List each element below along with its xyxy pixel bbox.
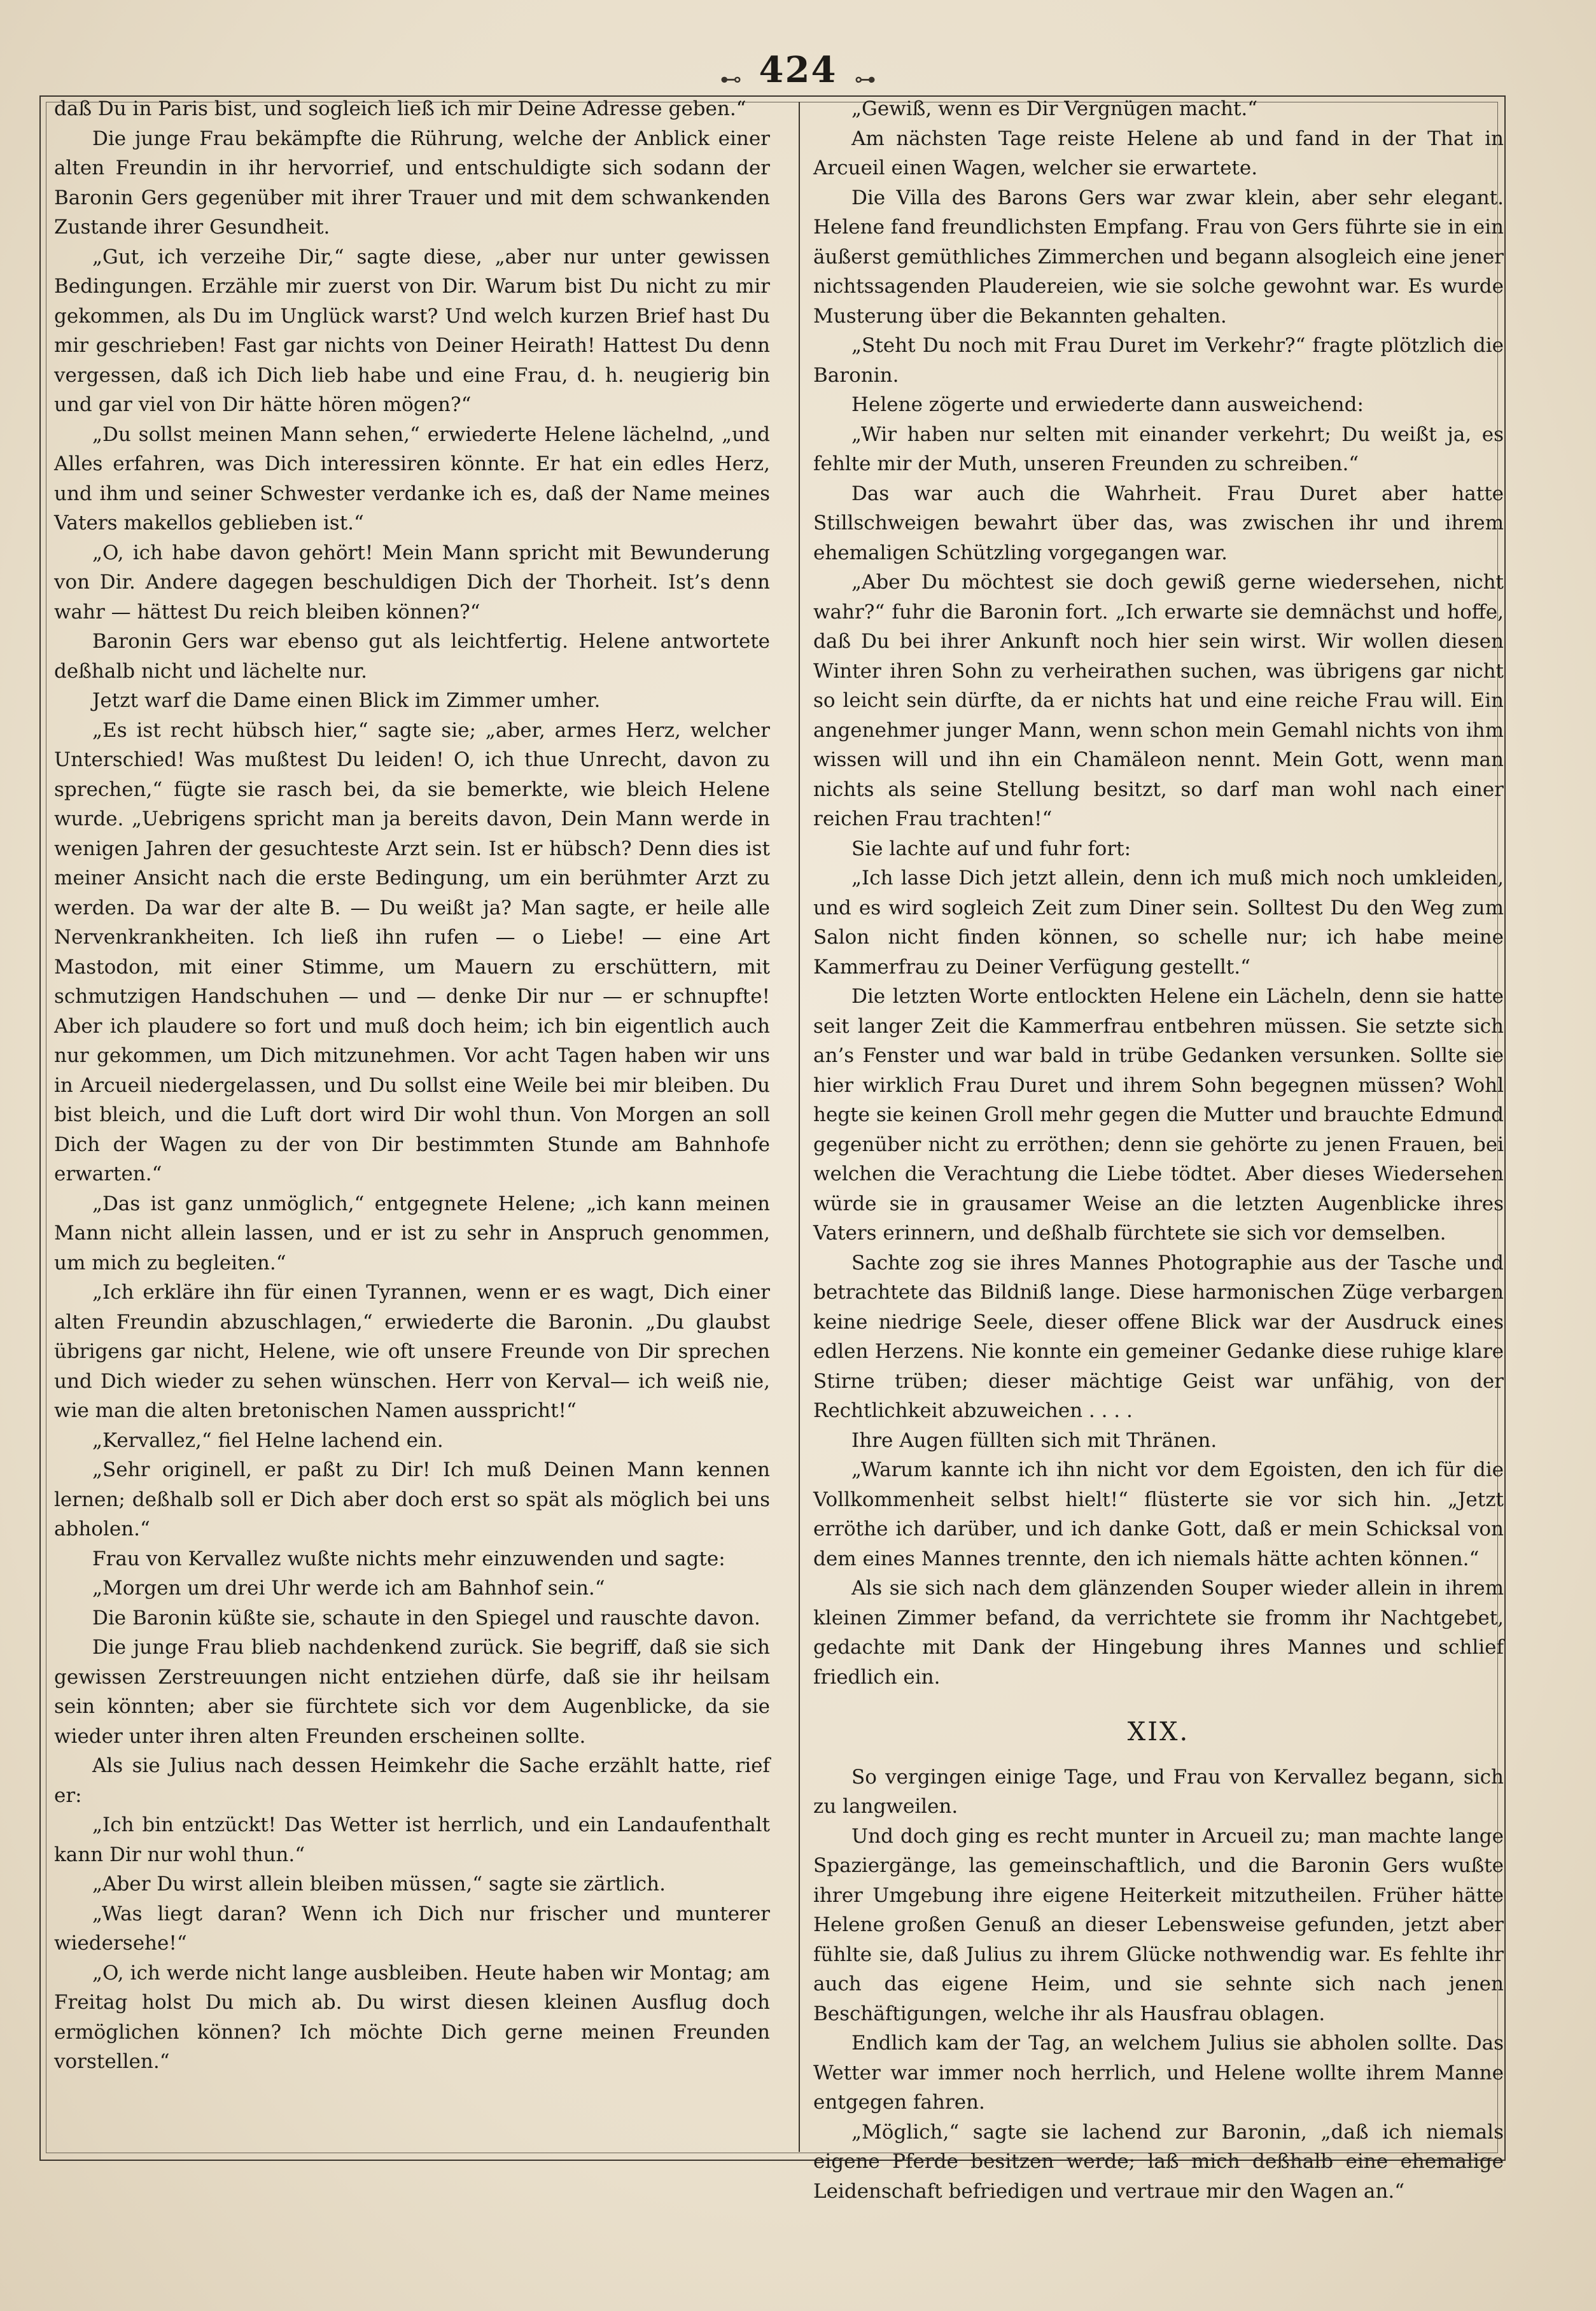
- paragraph: „O, ich habe davon gehört! Mein Mann spricht mit Bewunderung von Dir. Andere dagegen beschuldigen Dich der Thorheit. Ist’s denn wahr — hättest Du reich bleiben können?“: [54, 541, 770, 624]
- paragraph: „Ich erkläre ihn für einen Tyrannen, wenn er es wagt, Dich einer alten Freundin abzuschlagen,“ erwiederte die Baronin. „Du glaubst übrigens gar nicht, Helene, wie oft unsere Freunde von Dir sprechen und Dich wieder zu sehen wünschen. Herr von Kerval— ich weiß nie, wie man die alten bretonischen Namen ausspricht!“: [54, 1281, 770, 1422]
- paragraph: „Möglich,“ sagte sie lachend zur Baronin, „daß ich niemals eigene Pferde besitzen werde; laß mich deßhalb eine ehemalige Leidenschaft befriedigen und vertraue mir den Wagen an.“: [813, 2120, 1504, 2203]
- paragraph: „O, ich werde nicht lange ausbleiben. Heute haben wir Montag; am Freitag holst Du mich ab. Du wirst diesen kleinen Ausflug doch ermöglichen können? Ich möchte Dich gerne meinen Freunden vorstellen.“: [54, 1961, 770, 2073]
- paragraph: „Aber Du möchtest sie doch gewiß gerne wiedersehen, nicht wahr?“ fuhr die Baronin fort. „Ich erwarte sie demnächst und hoffe, daß Du bei ihrer Ankunft noch hier sein wirst. Wir wollen diesen Winter ihren Sohn zu verheirathen suchen, was übrigens gar nicht so leicht sein dürfte, da er nichts hat und eine reiche Frau will. Ein angenehmer junger Mann, wenn schon mein Gemahl nichts von ihm wissen will und ihn ein Chamäleon nennt. Mein Gott, wenn man nichts als seine Stellung besitzt, so darf man wohl nach einer reichen Frau trachten!“: [813, 571, 1504, 830]
- paragraph: Ihre Augen füllten sich mit Thränen.: [851, 1428, 1217, 1452]
- paragraph: Als sie Julius nach dessen Heimkehr die Sache erzählt hatte, rief er:: [54, 1754, 770, 1807]
- paragraph: Und doch ging es recht munter in Arcueil zu; man machte lange Spaziergänge, las gemeinschaftlich, und die Baronin Gers wußte ihrer Umgebung ihre eigene Heiterkeit mitzutheilen. Früher hätte Helene großen Genuß an dieser Lebensweise gefunden, jetzt aber fühlte sie, daß Julius zu ihrem Glücke nothwendig war. Es fehlte ihr auch das eigene Heim, und sie sehnte sich nach jenen Beschäftigungen, welche ihr als Hausfrau oblagen.: [813, 1824, 1504, 2025]
- paragraph: Das war auch die Wahrheit. Frau Duret aber hatte Stillschweigen bewahrt über das, was zwischen ihr und ihrem ehemaligen Schützling vorgegangen war.: [813, 482, 1504, 564]
- paragraph: Die Villa des Barons Gers war zwar klein, aber sehr elegant. Helene fand freundlichsten Empfang. Frau von Gers führte sie in ein äußerst gemüthliches Zimmerchen und begann alsogleich eine jener nichtssagenden Plaudereien, wie sie solche gewohnt war. Es wurde Musterung über die Bekannten gehalten.: [813, 186, 1504, 328]
- paragraph: „Was liegt daran? Wenn ich Dich nur frischer und munterer wiedersehe!“: [54, 1902, 770, 1955]
- left-column: [54, 94, 770, 2077]
- ornament-left-icon: ⊷: [720, 66, 742, 92]
- paragraph: „Kervallez,“ fiel Helne lachend ein.: [92, 1428, 444, 1452]
- paragraph: Als sie sich nach dem glänzenden Souper wieder allein in ihrem kleinen Zimmer befand, da verrichtete sie fromm ihr Nachtgebet, gedachte mit Dank der Hingebung ihres Mannes und schlief friedlich ein.: [813, 1577, 1504, 1689]
- paragraph: Am nächsten Tage reiste Helene ab und fand in der That in Arcueil einen Wagen, welcher sie erwartete.: [813, 127, 1504, 179]
- chapter-heading: XIX.: [1127, 1717, 1190, 1747]
- paragraph: daß Du in Paris bist, und sogleich ließ ich mir Deine Adresse geben.“: [54, 97, 746, 120]
- paragraph: So vergingen einige Tage, und Frau von Kervallez begann, sich zu langweilen.: [813, 1765, 1504, 1818]
- paragraph: „Sehr originell, er paßt zu Dir! Ich muß Deinen Mann kennen lernen; deßhalb soll er Dich aber doch erst so spät als möglich bei uns abholen.“: [54, 1458, 770, 1540]
- paragraph: Die letzten Worte entlockten Helene ein Lächeln, denn sie hatte seit langer Zeit die Kammerfrau entbehren müssen. Sie setzte sich an’s Fenster und war bald in trübe Gedanken versunken. Sollte sie hier wirklich Frau Duret und ihrem Sohn begegnen müssen? Wohl hegte sie keinen Groll mehr gegen die Mutter und brauchte Edmund gegenüber nicht zu erröthen; denn sie gehörte zu jenen Frauen, bei welchen die Verachtung die Liebe tödtet. Aber dieses Wiedersehen würde sie in grausamer Weise an die letzten Augenblicke ihres Vaters erinnern, und deßhalb fürchtete sie sich vor demselben.: [813, 985, 1504, 1245]
- page-number: 424: [759, 49, 837, 91]
- paragraph: „Warum kannte ich ihn nicht vor dem Egoisten, den ich für die Vollkommenheit selbst hielt!“ flüsterte sie vor sich hin. „Jetzt erröthe ich darüber, und ich danke Gott, daß er mein Schicksal von dem eines Mannes trennte, den ich niemals hätte achten können.“: [813, 1458, 1504, 1570]
- paragraph: Die Baronin küßte sie, schaute in den Spiegel und rauschte davon.: [92, 1606, 760, 1630]
- paragraph: „Wir haben nur selten mit einander verkehrt; Du weißt ja, es fehlte mir der Muth, unseren Freunden zu schreiben.“: [813, 422, 1504, 475]
- paragraph: Die junge Frau bekämpfte die Rührung, welche der Anblick einer alten Freundin in ihr hervorrief, und entschuldigte sich sodann der Baronin Gers gegenüber mit ihrer Trauer und mit dem schwankenden Zustande ihrer Gesundheit.: [54, 127, 770, 239]
- paragraph: Endlich kam der Tag, an welchem Julius sie abholen sollte. Das Wetter war immer noch herrlich, und Helene wollte ihrem Manne entgegen fahren.: [813, 2032, 1504, 2114]
- paragraph: „Gewiß, wenn es Dir Vergnügen macht.“: [851, 97, 1258, 120]
- paragraph: „Ich lasse Dich jetzt allein, denn ich muß mich noch umkleiden, und es wird sogleich Zeit zum Diner sein. Solltest Du den Weg zum Salon nicht finden können, so schelle nur; ich habe meine Kammerfrau zu Deiner Verfügung gestellt.“: [813, 867, 1504, 979]
- paragraph: „Das ist ganz unmöglich,“ entgegnete Helene; „ich kann meinen Mann nicht allein lassen, und er ist zu sehr in Anspruch genommen, um mich zu begleiten.“: [54, 1192, 770, 1274]
- paragraph: „Morgen um drei Uhr werde ich am Bahnhof sein.“: [92, 1577, 605, 1600]
- ornament-right-icon: ⊶: [854, 66, 876, 92]
- paragraph: „Aber Du wirst allein bleiben müssen,“ sagte sie zärtlich.: [92, 1873, 666, 1896]
- column-divider: [799, 102, 800, 2152]
- paragraph: Die junge Frau blieb nachdenkend zurück. Sie begriff, daß sie sich gewissen Zerstreuungen nicht entziehen dürfe, daß sie ihr heilsam sein könnten; aber sie fürchtete sich vor dem Augenblicke, da sie wieder unter ihren alten Freunden erscheinen sollte.: [54, 1636, 770, 1748]
- paragraph: Jetzt warf die Dame einen Blick im Zimmer umher.: [92, 689, 601, 712]
- paragraph: Sachte zog sie ihres Mannes Photographie aus der Tasche und betrachtete das Bildniß lange. Diese harmonischen Züge verbargen keine niedrige Seele, dieser offene Blick war der Ausdruck eines edlen Herzens. Nie konnte ein gemeiner Gedanke diese ruhige klare Stirne trüben; dieser mächtige Geist war unfähig, von der Rechtlichkeit abzuweichen . . . .: [813, 1251, 1504, 1422]
- paragraph: „Ich bin entzückt! Das Wetter ist herrlich, und ein Landaufenthalt kann Dir nur wohl thun.“: [54, 1813, 770, 1866]
- paragraph: „Gut, ich verzeihe Dir,“ sagte diese, „aber nur unter gewissen Bedingungen. Erzähle mir zuerst von Dir. Warum bist Du nicht zu mir gekommen, als Du im Unglück warst? Und welch kurzen Brief hast Du mir geschrieben! Fast gar nichts von Deiner Heirath! Hattest Du denn vergessen, daß ich Dich lieb habe und eine Frau, d. h. neugierig bin und gar viel von Dir hätte hören mögen?“: [54, 245, 770, 416]
- paragraph: Frau von Kervallez wußte nichts mehr einzuwenden und sagte:: [92, 1547, 725, 1570]
- right-column: [813, 94, 1504, 2206]
- paragraph: Sie lachte auf und fuhr fort:: [851, 837, 1131, 860]
- paragraph: Helene zögerte und erwiederte dann ausweichend:: [851, 393, 1364, 416]
- paragraph: „Du sollst meinen Mann sehen,“ erwiederte Helene lächelnd, „und Alles erfahren, was Dich interessiren könnte. Er hat ein edles Herz, und ihm und seiner Schwester verdanke ich es, daß der Name meines Vaters makellos geblieben ist.“: [54, 422, 770, 534]
- paragraph: „Steht Du noch mit Frau Duret im Verkehr?“ fragte plötzlich die Baronin.: [813, 334, 1504, 387]
- paragraph: „Es ist recht hübsch hier,“ sagte sie; „aber, armes Herz, welcher Unterschied! Was mußtest Du leiden! O, ich thue Unrecht, davon zu sprechen,“ fügte sie rasch bei, da sie bemerkte, wie bleich Helene wurde. „Uebrigens spricht man ja bereits davon, Dein Mann werde in wenigen Jahren der gesuchteste Arzt sein. Ist er hübsch? Denn dies ist meiner Ansicht nach die erste Bedingung, um ein berühmter Arzt zu werden. Da war der alte B. — Du weißt ja? Man sagte, er heile alle Nervenkrankheiten. Ich ließ ihn rufen — o Liebe! — eine Art Mastodon, mit einer Stimme, um Mauern zu erschüttern, mit schmutzigen Handschuhen — und — denke Dir nur — er schnupfte! Aber ich plaudere so fort und muß doch heim; ich bin eigentlich auch nur gekommen, um Dich mitzunehmen. Vor acht Tagen haben wir uns in Arcueil niedergelassen, und Du sollst eine Weile bei mir bleiben. Du bist bleich, und die Luft dort wird Dir wohl thun. Von Morgen an soll Dich der Wagen zu der von Dir bestimmten Stunde am Bahnhofe erwarten.“: [54, 718, 770, 1185]
- paragraph: Baronin Gers war ebenso gut als leichtfertig. Helene antwortete deßhalb nicht und lächelte nur.: [54, 630, 770, 683]
